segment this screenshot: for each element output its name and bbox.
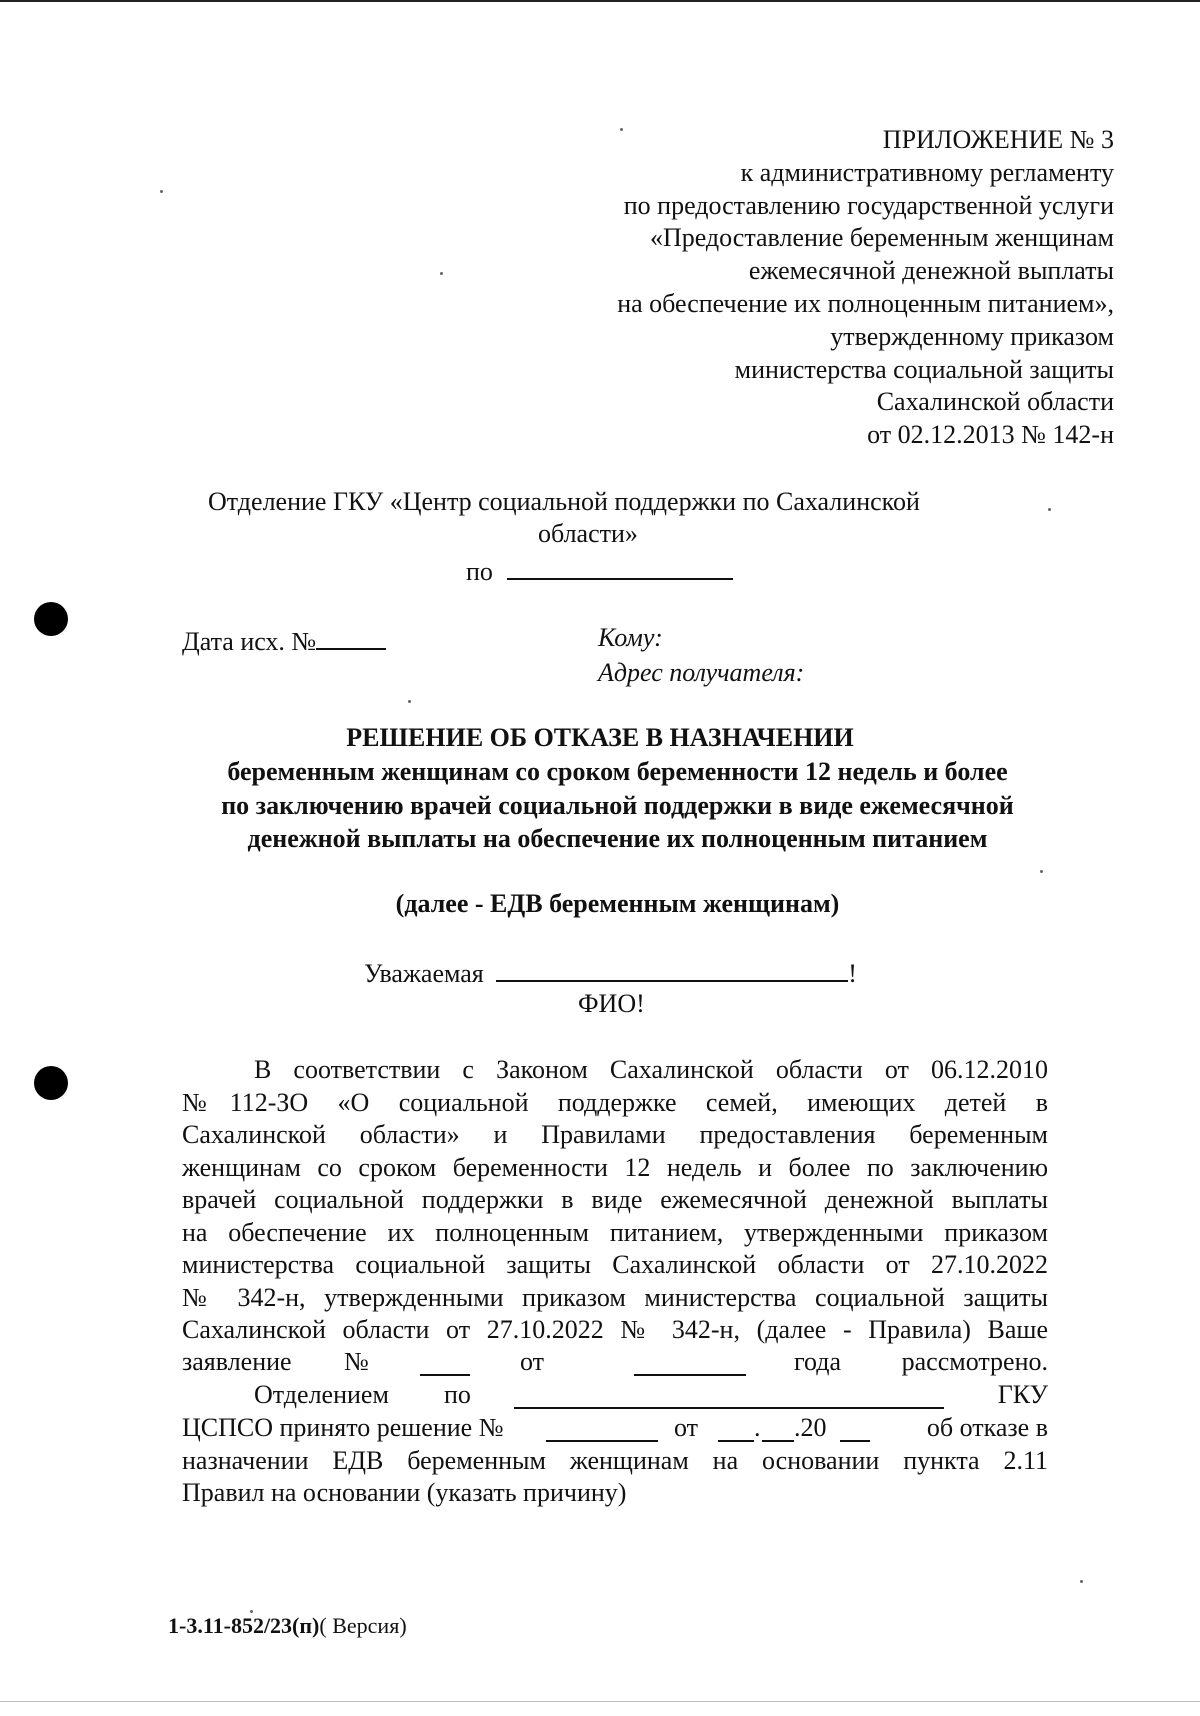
body-word: . xyxy=(754,1413,761,1442)
office-district-blank[interactable] xyxy=(514,1381,944,1409)
appendix-line: «Предоставление беременным женщинам xyxy=(649,223,1114,252)
body-line: назначении ЕДВ беременным женщинам на основании пункта 2.11 xyxy=(182,1446,1048,1475)
office-name: Отделение ГКУ «Центр социальной поддержки по Сахалинской xyxy=(208,487,920,516)
body-line: №112-ЗО «О социальной поддержке семей, имеющих детей в xyxy=(182,1087,1048,1117)
application-date-blank[interactable] xyxy=(634,1348,746,1376)
office-po-blank[interactable] xyxy=(507,552,733,580)
document-version: ( Версия) xyxy=(319,1613,407,1638)
body-line: министерства социальной защиты Сахалинской области от 27.10.2022 xyxy=(182,1250,1048,1279)
appendix-line: утвержденному приказом xyxy=(830,322,1114,351)
scan-speck xyxy=(1048,508,1051,511)
body-word: от xyxy=(520,1347,545,1376)
recipient-address-label: Адрес получателя: xyxy=(598,658,805,687)
body-word: ГКУ xyxy=(997,1380,1048,1409)
decision-subtitle-line: беременным женщинам со сроком беременности 12 недель и более xyxy=(227,757,1008,786)
scan-speck xyxy=(1080,1580,1083,1583)
document-code xyxy=(168,1610,407,1642)
body-word: № xyxy=(344,1347,369,1376)
office-po-line xyxy=(466,552,733,588)
body-line: В соответствии с Законом Сахалинской области от 06.12.2010 xyxy=(254,1055,1048,1084)
scan-speck xyxy=(440,272,443,275)
scan-speck xyxy=(620,128,623,131)
scan-speck xyxy=(160,190,163,193)
greeting-exclaim: ! xyxy=(848,959,857,988)
body-line-reason: Правил на основании (указать причину) xyxy=(182,1478,627,1507)
appendix-line: на обеспечение их полноценным питанием», xyxy=(617,289,1114,318)
appendix-line: к административному регламенту xyxy=(740,158,1114,187)
appendix-line: от 02.12.2013 № 142-н xyxy=(867,420,1114,449)
date-number-field xyxy=(182,622,386,658)
greeting-label: Уважаемая xyxy=(364,959,484,988)
date-number-label: Дата исх. № xyxy=(182,627,317,656)
body-word: Отделением xyxy=(254,1380,389,1409)
body-line: на обеспечение их полноценным питанием, утвержденными приказом xyxy=(182,1217,1048,1247)
decision-year-blank[interactable] xyxy=(840,1414,870,1442)
greeting-line xyxy=(364,954,857,990)
decision-number-blank[interactable] xyxy=(546,1414,658,1442)
appendix-line: министерства социальной защиты xyxy=(734,355,1114,384)
body-word: от xyxy=(674,1413,699,1442)
decision-subtitle-line: по заключению врачей социальной поддержки в виде ежемесячной xyxy=(221,791,1014,820)
appendix-line: по предоставлению государственной услуги xyxy=(623,191,1114,220)
scan-speck xyxy=(408,700,411,703)
decision-subtitle-abbr: (далее - ЕДВ беременным женщинам) xyxy=(395,889,840,918)
body-line: Сахалинской области от 27.10.2022 № 342-н, (далее - Правила) Ваше xyxy=(182,1315,1048,1344)
document-code-number: 1-3.11-852/23(п) xyxy=(168,1613,320,1638)
body-line: женщинам со сроком беременности 12 недель и более по заключению xyxy=(182,1152,1048,1182)
appendix-line: ежемесячной денежной выплаты xyxy=(748,256,1114,285)
greeting-name-blank[interactable] xyxy=(496,954,848,982)
greeting-fio-caption: ФИО! xyxy=(578,989,645,1018)
body-word: рассмотрено. xyxy=(901,1347,1048,1376)
body-word: по xyxy=(444,1380,471,1409)
body-word: заявление xyxy=(182,1347,292,1376)
appendix-line: Сахалинской области xyxy=(876,387,1114,416)
decision-title: РЕШЕНИЕ ОБ ОТКАЗЕ В НАЗНАЧЕНИИ xyxy=(346,723,854,752)
office-name-continued: области» xyxy=(538,519,638,548)
scan-bottom-edge xyxy=(0,1701,1200,1702)
body-line: врачей социальной поддержки в виде ежемесячной денежной выплаты xyxy=(182,1185,1048,1214)
body-word: ЦСПСО принято решение № xyxy=(182,1413,504,1442)
body-line-decision xyxy=(182,1412,1048,1444)
body-word: .20 xyxy=(794,1413,827,1442)
scan-top-edge xyxy=(0,0,1200,2)
binder-hole-bottom xyxy=(34,1066,68,1100)
body-line: № 342-н, утвержденными приказом министерства социальной защиты xyxy=(182,1282,1048,1312)
body-word: года xyxy=(794,1347,842,1376)
body-paragraph xyxy=(182,1054,1048,1347)
body-paragraph-end xyxy=(182,1445,1048,1478)
decision-day-blank[interactable] xyxy=(718,1414,754,1442)
recipient-label: Кому: xyxy=(598,623,663,652)
body-line-application xyxy=(182,1346,1048,1378)
application-number-blank[interactable] xyxy=(420,1348,470,1376)
binder-hole-top xyxy=(34,602,68,636)
body-line-office xyxy=(182,1379,1048,1411)
decision-month-blank[interactable] xyxy=(762,1414,794,1442)
scan-speck xyxy=(1040,870,1043,873)
decision-subtitle-line: денежной выплаты на обеспечение их полноценным питанием xyxy=(247,824,988,853)
appendix-title: ПРИЛОЖЕНИЕ № 3 xyxy=(882,125,1114,154)
body-line: Сахалинской области» и Правилами предоставления беременным xyxy=(182,1120,1048,1149)
body-word: об отказе в xyxy=(926,1413,1048,1442)
office-po-label: по xyxy=(466,557,493,586)
date-number-blank[interactable] xyxy=(316,622,386,650)
